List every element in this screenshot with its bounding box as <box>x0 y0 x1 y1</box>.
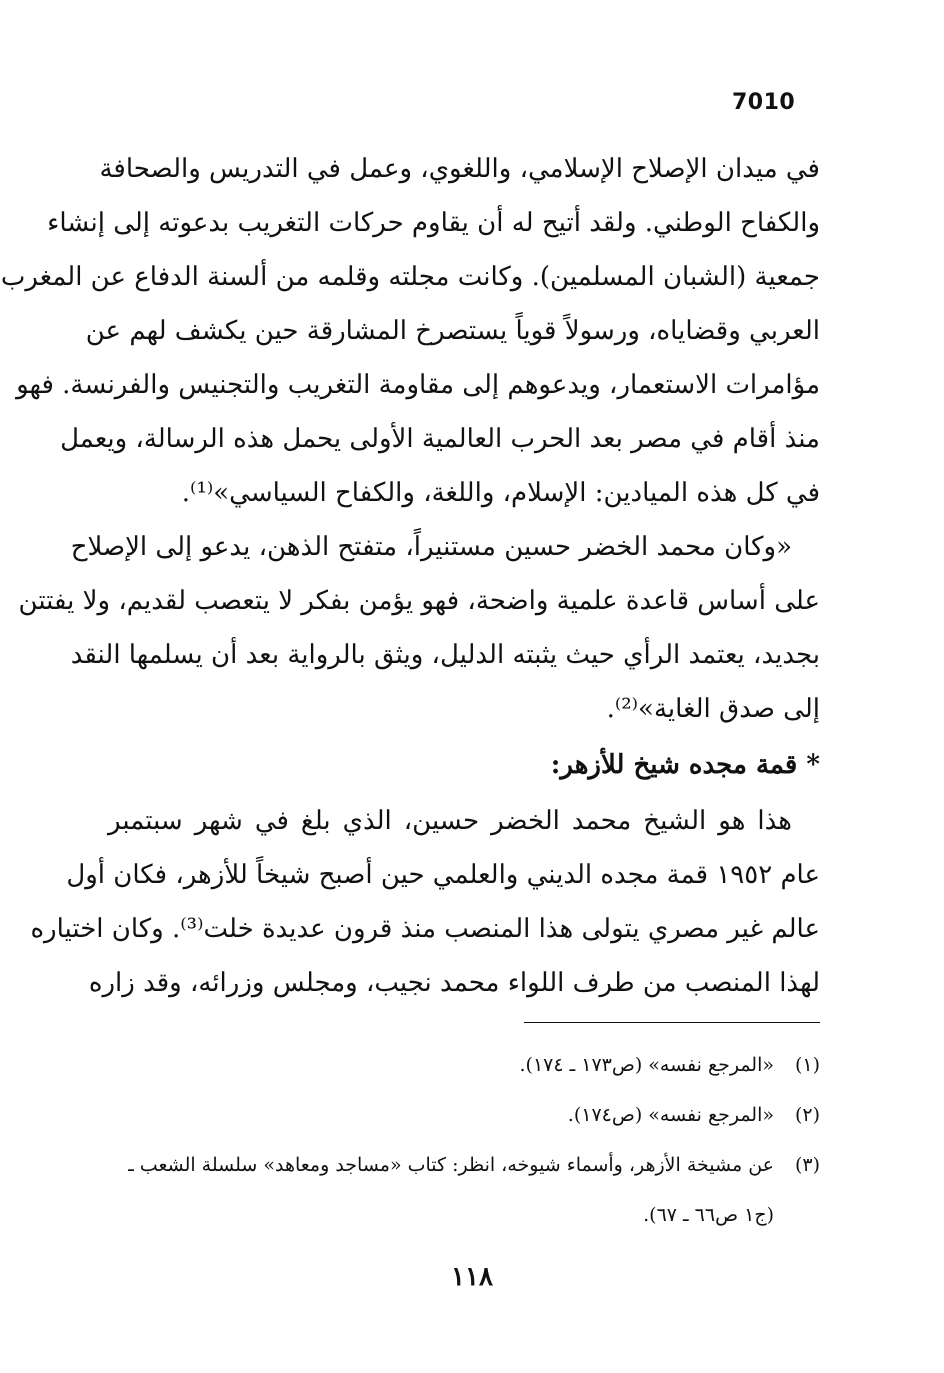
footnote-item <box>108 1040 820 1090</box>
paragraph-line: عالم غير مصري يتولى هذا المنصب منذ قرون عديدة خلت⁽³⁾. وكان اختياره <box>30 914 820 944</box>
paragraph-line: العربي وقضاياه، ورسولاً قوياً يستصرخ المشارقة حين يكشف لهم عن <box>85 316 820 346</box>
section-heading: * قمة مجده شيخ للأزهر: <box>550 750 820 780</box>
footnote-text: عن مشيخة الأزهر، وأسماء شيوخه، انظر: كتاب «مساجد ومعاهد» سلسلة الشعب ـ <box>128 1154 774 1176</box>
footnote-number: (٢) <box>794 1104 820 1126</box>
footnote-continuation: (ج١ ص٦٦ ـ ٦٧). <box>643 1204 774 1226</box>
paragraph-line: منذ أقام في مصر بعد الحرب العالمية الأولى يحمل هذه الرسالة، ويعمل <box>60 424 820 454</box>
footnote-item <box>108 1140 820 1190</box>
body-text <box>0 142 820 1010</box>
footnote-item <box>108 1090 820 1140</box>
footnote-number: (٣) <box>794 1154 820 1176</box>
page-id: 7010 <box>732 90 796 115</box>
footnote-text: «المرجع نفسه» (ص١٧٤). <box>567 1104 774 1126</box>
paragraph-line: لهذا المنصب من طرف اللواء محمد نجيب، ومجلس وزرائه، وقد زاره <box>88 968 820 998</box>
paragraph-line: إلى صدق الغاية»⁽²⁾. <box>606 694 820 724</box>
footnote-text: «المرجع نفسه» (ص١٧٣ ـ ١٧٤). <box>519 1054 774 1076</box>
footnote-separator <box>524 1022 820 1023</box>
paragraph-line: عام ١٩٥٢ قمة مجده الديني والعلمي حين أصبح شيخاً للأزهر، فكان أول <box>66 860 820 890</box>
paragraph-line: بجديد، يعتمد الرأي حيث يثبته الدليل، ويثق بالرواية بعد أن يسلمها النقد <box>70 640 820 670</box>
paragraph-line: على أساس قاعدة علمية واضحة، فهو يؤمن بفكر لا يتعصب لقديم، ولا يفتتن <box>18 586 820 616</box>
paragraph-line: مؤامرات الاستعمار، ويدعوهم إلى مقاومة التغريب والتجنيس والفرنسة. فهو <box>16 370 820 400</box>
footnotes <box>108 1040 820 1240</box>
paragraph-line: هذا هو الشيخ محمد الخضر حسين، الذي بلغ في شهر سبتمبر <box>108 806 792 836</box>
paragraph-line: في ميدان الإصلاح الإسلامي، واللغوي، وعمل في التدريس والصحافة <box>99 154 820 184</box>
paragraph-line: «وكان محمد الخضر حسين مستنيراً، متفتح الذهن، يدعو إلى الإصلاح <box>70 532 792 562</box>
page-number: ١١٨ <box>451 1262 493 1292</box>
paragraph-line: والكفاح الوطني. ولقد أتيح له أن يقاوم حركات التغريب بدعوته إلى إنشاء <box>47 208 820 238</box>
paragraph-line: جمعية (الشبان المسلمين). وكانت مجلته وقلمه من ألسنة الدفاع عن المغرب <box>0 262 820 292</box>
paragraph-line: في كل هذه الميادين: الإسلام، واللغة، والكفاح السياسي»⁽¹⁾. <box>181 478 820 508</box>
footnote-number: (١) <box>794 1054 820 1076</box>
